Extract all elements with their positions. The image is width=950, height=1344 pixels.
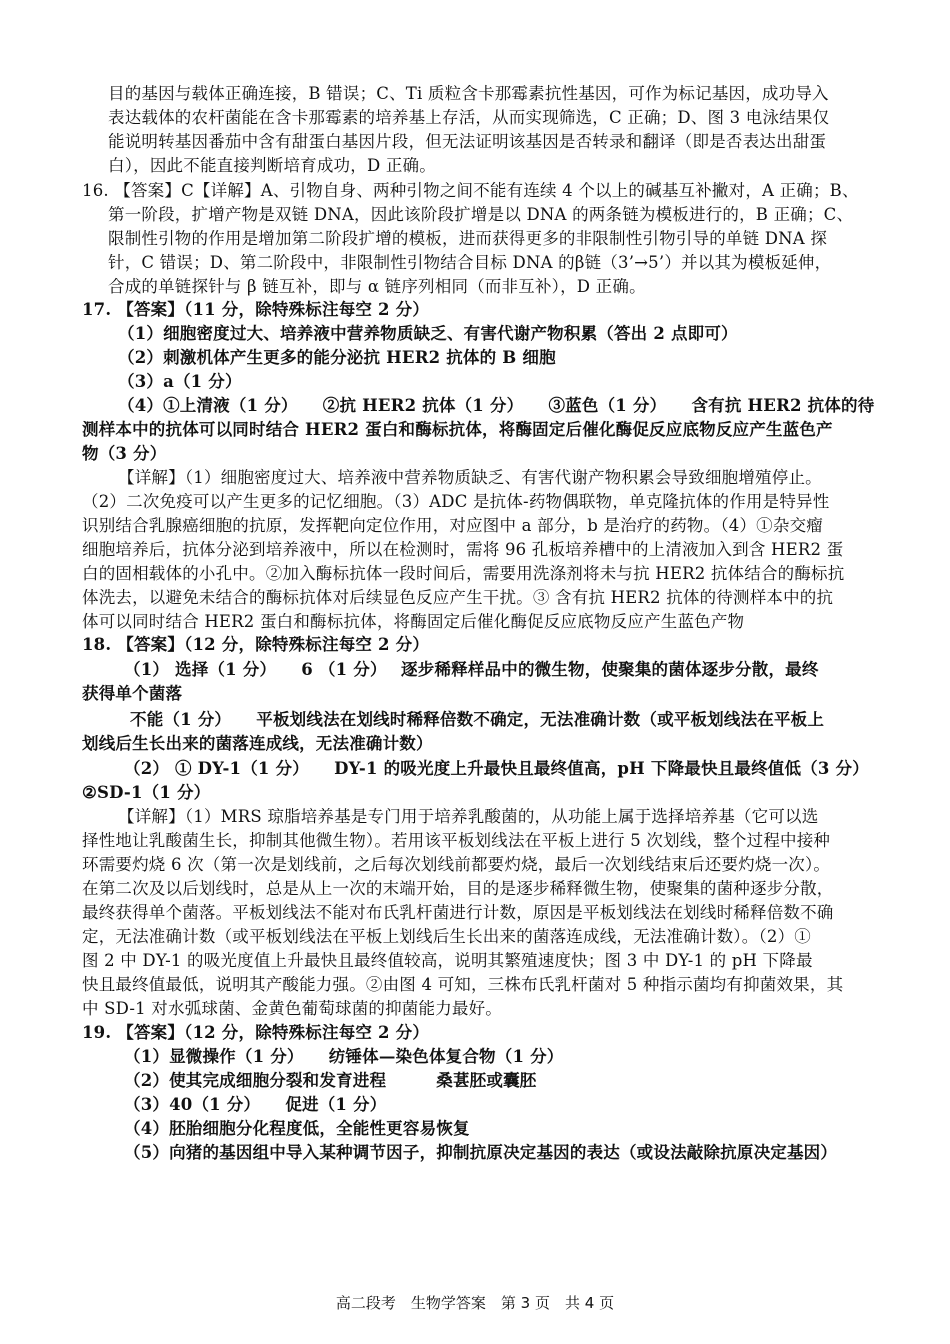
text-line: 体可以同时结合 HER2 蛋白和酶标抗体，将酶固定后催化酶促反应底物反应产生蓝色产物 bbox=[82, 612, 745, 631]
q18-explanation: 【详解】（1）MRS 琼脂培养基是专门用于培养乳酸菌的，从功能上属于选择培养基（它可以选 bbox=[118, 807, 819, 826]
text-line: （2）二次免疫可以产生更多的记忆细胞。（3）ADC 是抗体-药物偶联物，单克隆抗体的作用是特异性 bbox=[82, 492, 830, 511]
text-line: 第一阶段，扩增产物是双链 DNA，因此该阶段扩增是以 DNA 的两条链为模板进行的，B 正确；C、 bbox=[108, 205, 854, 224]
text-line: 划线后生长出来的菌落连成线，无法准确计数） bbox=[82, 734, 433, 753]
text-line: ②SD-1（1 分） bbox=[82, 783, 211, 802]
text-line: 表达载体的农杆菌能在含卡那霉素的培养基上存活，从而实现筛选，C 正确；D、图 3 电泳结果仅 bbox=[108, 108, 830, 127]
text-line: 能说明转基因番茄中含有甜蛋白基因片段，但无法证明该基因是否转录和翻译（即是否表达出甜蛋 bbox=[108, 132, 827, 151]
q17-heading: 17. 【答案】（11 分，除特殊标注每空 2 分） bbox=[82, 300, 430, 319]
text-line: 择性地让乳酸菌生长，抑制其他微生物）。若用该平板划线法在平板上进行 5 次划线，整个过程中接种 bbox=[82, 831, 831, 850]
page-footer: 高二段考 生物学答案 第 3 页 共 4 页 bbox=[335, 1294, 615, 1312]
text-line: 识别结合乳腺癌细胞的抗原，发挥靶向定位作用，对应图中 a 部分，b 是治疗的药物。（4）①杂交瘤 bbox=[82, 516, 823, 535]
text-line: 环需要灼烧 6 次（第一次是划线前，之后每次划线前都要灼烧，最后一次划线结束后还要灼烧一次）。 bbox=[82, 855, 831, 874]
q16-answer: 16. 【答案】C【详解】A、引物自身、两种引物之间不能有连续 4 个以上的碱基互补撇对，A 正确；B、 bbox=[82, 181, 859, 200]
q17-answer-2: （2）刺激机体产生更多的能分泌抗 HER2 抗体的 B 细胞 bbox=[118, 348, 556, 367]
text-line: 白的固相载体的小孔中。②加入酶标抗体一段时间后，需要用洗涤剂将未与抗 HER2 抗体结合的酶标抗 bbox=[82, 564, 845, 583]
text-line: 白），因此不能直接判断培育成功，D 正确。 bbox=[108, 156, 436, 175]
q17-answer-1: （1）细胞密度过大、培养液中营养物质缺乏、有害代谢产物积累（答出 2 点即可） bbox=[118, 324, 738, 343]
text-line: 最终获得单个菌落。平板划线法不能对布氏乳杆菌进行计数，原因是平板划线法在划线时稀释倍数不确 bbox=[82, 903, 834, 922]
text-line: 获得单个菌落 bbox=[82, 684, 183, 703]
q18-answer-1: （1） 选择（1 分） 6 （1 分） 逐步稀释样品中的微生物，使聚集的菌体逐步分散，最终 bbox=[124, 660, 819, 679]
q17-explanation: 【详解】（1）细胞密度过大、培养液中营养物质缺乏、有害代谢产物积累会导致细胞增殖停止。 bbox=[118, 468, 822, 487]
text-line: 定，无法准确计数（或平板划线法在平板上划线后生长出来的菌落连成线，无法准确计数）。（2）① bbox=[82, 927, 811, 946]
text-line: 限制性引物的作用是增加第二阶段扩增的模板，进而获得更多的非限制性引物引导的单链 DNA 探 bbox=[108, 229, 828, 248]
q18-heading: 18. 【答案】（12 分，除特殊标注每空 2 分） bbox=[82, 635, 430, 654]
text-line: 在第二次及以后划线时，总是从上一次的末端开始，目的是逐步稀释微生物，使聚集的菌种逐步分散， bbox=[82, 879, 834, 898]
q18-answer-2: （2） ① DY-1（1 分） DY-1 的吸光度上升最快且最终值高，pH 下降最快且最终值低（3 分） bbox=[124, 759, 869, 778]
text-line: 针，C 错误；D、第二阶段中，非限制性引物结合目标 DNA 的β链（3’→5’）并以其为模板延伸， bbox=[108, 253, 832, 272]
text-line: 图 2 中 DY-1 的吸光度值上升最快且最终值较高，说明其繁殖速度快；图 3 中 DY-1 的 pH 下降最 bbox=[82, 951, 813, 970]
q19-answer-2: （2）使其完成细胞分裂和发育进程 桑葚胚或囊胚 bbox=[124, 1071, 537, 1090]
text-line: 中 SD-1 对水弧球菌、金黄色葡萄球菌的抑菌能力最好。 bbox=[82, 999, 503, 1018]
q19-answer-5: （5）向猪的基因组中导入某种调节因子，抑制抗原决定基因的表达（或设法敲除抗原决定基因） bbox=[124, 1143, 838, 1162]
text-line: 体洗去，以避免未结合的酶标抗体对后续显色反应产生干扰。③ 含有抗 HER2 抗体的待测样本中的抗 bbox=[82, 588, 834, 607]
text-line: 不能（1 分） 平板划线法在划线时稀释倍数不确定，无法准确计数（或平板划线法在平板上 bbox=[130, 710, 825, 729]
q19-heading: 19. 【答案】（12 分，除特殊标注每空 2 分） bbox=[82, 1023, 430, 1042]
text-line: 合成的单链探针与 β 链互补，即与 α 链序列相同（而非互补），D 正确。 bbox=[108, 277, 646, 296]
text-line: 快且最终值最低，说明其产酸能力强。②由图 4 可知，三株布氏乳杆菌对 5 种指示菌均有抑菌效果，其 bbox=[82, 975, 844, 994]
text-line: 细胞培养后，抗体分泌到培养液中，所以在检测时，需将 96 孔板培养槽中的上清液加入到含 HER2 蛋 bbox=[82, 540, 844, 559]
text-line: 物（3 分） bbox=[82, 444, 167, 463]
q17-answer-4: （4）①上清液（1 分） ②抗 HER2 抗体（1 分） ③蓝色（1 分） 含有抗 HER2 抗体的待 bbox=[118, 396, 875, 415]
q19-answer-4: （4）胚胎细胞分化程度低，全能性更容易恢复 bbox=[124, 1119, 470, 1138]
text-line: 测样本中的抗体可以同时结合 HER2 蛋白和酶标抗体，将酶固定后催化酶促反应底物反应产生蓝色产 bbox=[82, 420, 833, 439]
q19-answer-3: （3）40（1 分） 促进（1 分） bbox=[124, 1095, 387, 1114]
q19-answer-1: （1）显微操作（1 分） 纺锤体—染色体复合物（1 分） bbox=[124, 1047, 564, 1066]
q17-answer-3: （3）a（1 分） bbox=[118, 372, 242, 391]
text-line: 目的基因与载体正确连接，B 错误；C、Ti 质粒含卡那霉素抗性基因，可作为标记基因，成功导入 bbox=[108, 84, 829, 103]
